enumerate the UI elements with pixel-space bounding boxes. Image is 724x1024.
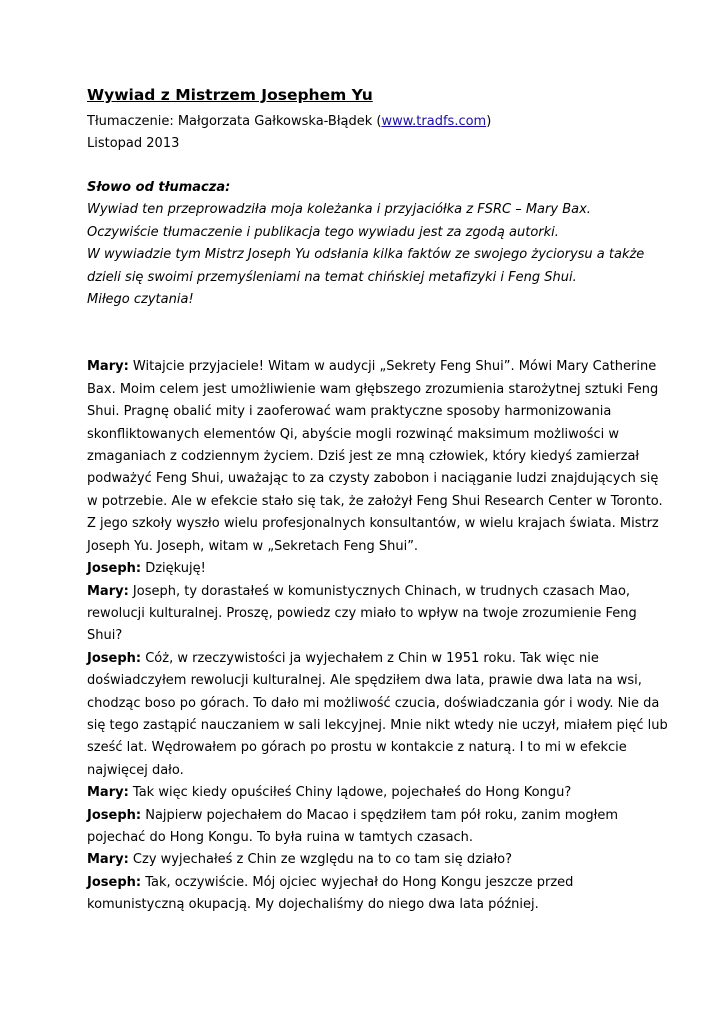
translator-note-line: Wywiad ten przeprowadziła moja koleżanka i przyjaciółka z FSRC – Mary Bax. — [87, 202, 591, 218]
document-title: Wywiad z Mistrzem Josephem Yu — [87, 86, 373, 104]
dialogue-text: Tak więc kiedy opuściłeś Chiny lądowe, pojechałeś do Hong Kongu? — [128, 785, 572, 801]
dialogue-line: rewolucji kulturalnej. Proszę, powiedz czy miało to wpływ na twoje zrozumienie Feng — [87, 605, 637, 621]
dialogue-line: Shui. Pragnę obalić mity i zaoferować wam praktyczne sposoby harmonizowania — [87, 404, 612, 420]
translation-credit-close: ) — [486, 114, 492, 129]
dialogue-text: Tak, oczywiście. Mój ojciec wyjechał do Hong Kongu jeszcze przed — [141, 874, 574, 890]
document-date: Listopad 2013 — [87, 136, 180, 151]
dialogue-line: w potrzebie. Ale w efekcie stało się tak, że założył Feng Shui Research Center w Toronto. — [87, 493, 663, 509]
speaker-label: Joseph: — [87, 561, 142, 577]
dialogue-line — [87, 558, 643, 580]
dialogue-turn — [87, 356, 663, 558]
dialogue-turn — [87, 581, 643, 648]
translator-note-line: W wywiadzie tym Mistrz Joseph Yu odsłania kilka faktów ze swojego życiorysu a także — [87, 247, 645, 263]
dialogue-line: Shui? — [87, 628, 123, 644]
dialogue-line: podważyć Feng Shui, uważając to za czysty zabobon i naciąganie ludzi znajdujących się — [87, 471, 659, 487]
speaker-label: Joseph: — [87, 807, 142, 823]
translator-website-link[interactable]: www.tradfs.com — [381, 114, 487, 129]
translator-note-line: Oczywiście tłumaczenie i publikacja tego wywiadu jest za zgodą autorki. — [87, 224, 559, 240]
translator-note-line: dzieli się swoimi przemyśleniami na temat chińskiej metafizyki i Feng Shui. — [87, 269, 577, 285]
dialogue-line — [87, 648, 643, 670]
dialogue-text: Czy wyjechałeś z Chin ze względu na to co tam się działo? — [128, 852, 513, 868]
dialogue-text: Dziękuję! — [141, 561, 206, 577]
speaker-label: Mary: — [87, 359, 129, 375]
dialogue-turn — [87, 849, 643, 871]
dialogue-line: najwięcej dało. — [87, 762, 184, 778]
dialogue-text: Witajcie przyjaciele! Witam w audycji „Sekrety Feng Shui”. Mówi Mary Catherine — [128, 359, 657, 375]
speaker-label: Joseph: — [87, 874, 142, 890]
dialogue-line: sześć lat. Wędrowałem po górach po prostu w kontakcie z naturą. I to mi w efekcie — [87, 740, 627, 756]
dialogue-turn — [87, 782, 643, 804]
translator-note-heading: Słowo od tłumacza: — [87, 180, 231, 195]
dialogue-line — [87, 849, 643, 871]
dialogue-line: Z jego szkoły wyszło wielu profesjonalnych konsultantów, w wielu krajach świata. Mistrz — [87, 516, 659, 532]
dialogue-text: Najpierw pojechałem do Macao i spędziłem tam pół roku, zanim mogłem — [141, 807, 619, 823]
dialogue-turn — [87, 648, 668, 782]
dialogue-line: skonfliktowanych elementów Qi, abyście mogli rozwinąć maksimum możliwości w — [87, 426, 620, 442]
interview-dialogue — [87, 356, 668, 916]
dialogue-line: chodząc boso po górach. To dało mi możliwość czucia, doświadczania gór i wody. Nie da — [87, 695, 660, 711]
translation-credit — [87, 111, 647, 133]
dialogue-turn — [87, 805, 643, 850]
dialogue-line — [87, 805, 643, 827]
dialogue-line: się tego zastąpić nauczaniem w sali lekcyjnej. Mnie nikt wtedy nie uczył, miałem pięć lub — [87, 717, 668, 733]
dialogue-turn — [87, 558, 643, 580]
dialogue-line: zmaganiach z codziennym życiem. Dziś jest ze mną człowiek, który kiedyś zamierzał — [87, 449, 640, 465]
dialogue-line — [87, 782, 643, 804]
dialogue-line: doświadczyłem rewolucji kulturalnej. Ale spędziłem dwa lata, prawie dwa lata na wsi, — [87, 673, 642, 689]
dialogue-line — [87, 581, 643, 603]
dialogue-line: pojechać do Hong Kongu. To była ruina w tamtych czasach. — [87, 829, 474, 845]
speaker-label: Mary: — [87, 785, 129, 801]
dialogue-turn — [87, 872, 643, 917]
dialogue-line — [87, 872, 643, 894]
speaker-label: Joseph: — [87, 650, 142, 666]
dialogue-text: Cóż, w rzeczywistości ja wyjechałem z Chin w 1951 roku. Tak więc nie — [141, 650, 599, 666]
translation-credit-text: Tłumaczenie: Małgorzata Gałkowska-Błądek ( — [87, 114, 382, 129]
dialogue-line — [87, 356, 657, 378]
dialogue-line: Bax. Moim celem jest umożliwienie wam głębszego zrozumienia starożytnej sztuki Feng — [87, 381, 659, 397]
translator-note — [87, 177, 647, 311]
dialogue-line: komunistyczną okupacją. My dojechaliśmy do niego dwa lata później. — [87, 897, 539, 913]
speaker-label: Mary: — [87, 852, 129, 868]
dialogue-line: Joseph Yu. Joseph, witam w „Sekretach Feng Shui”. — [87, 538, 419, 554]
dialogue-text: Joseph, ty dorastałeś w komunistycznych Chinach, w trudnych czasach Mao, — [128, 583, 631, 599]
translator-note-line: Miłego czytania! — [87, 292, 194, 308]
document-page — [87, 84, 668, 917]
speaker-label: Mary: — [87, 583, 129, 599]
